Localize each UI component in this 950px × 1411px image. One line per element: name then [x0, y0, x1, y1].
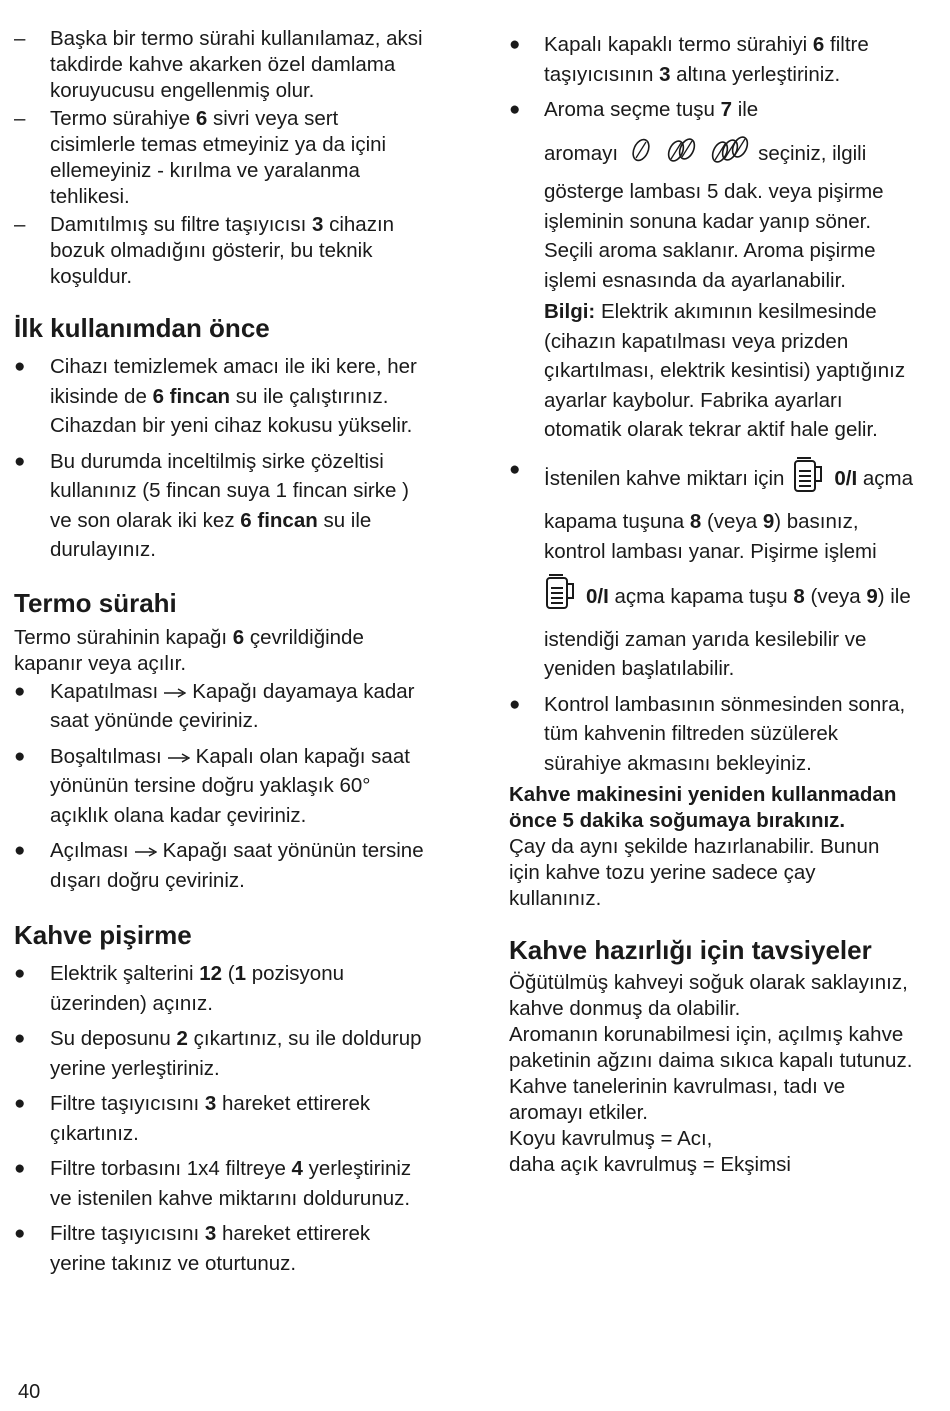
text-run: Boşaltılması	[50, 744, 162, 768]
bullet-mark: ●	[14, 840, 26, 861]
warning-item	[14, 26, 466, 104]
text-line: ayarlar kaybolur. Fabrika ayarları	[544, 388, 843, 412]
text-line: tehlikesi.	[50, 185, 130, 208]
text-run: çıkartınız, su ile doldurup	[187, 1027, 422, 1050]
text-line: yeniden başlatılabilir.	[544, 657, 735, 680]
list-item	[14, 1219, 466, 1278]
section-heading-tips: Kahve hazırlığı için tavsiyeler	[509, 935, 872, 965]
text-line: Termo sürahiye 6 sivri veya sert	[50, 107, 339, 130]
bold-term: 6	[195, 107, 208, 130]
text-line: ellemeyiniz - kırılma ve yaralanma	[50, 159, 360, 182]
text-run: Elektrik şalterini	[50, 962, 200, 985]
power-key-label: 0/I	[834, 467, 858, 490]
text-line: tüm kahvenin filtreden süzülerek	[544, 722, 838, 745]
bold-term: 4	[291, 1157, 303, 1180]
bullet-mark: ●	[14, 356, 26, 377]
bullet-mark: ●	[14, 680, 26, 702]
text-run: çevrildiğinde	[244, 625, 364, 649]
bold-term: 3	[312, 213, 324, 236]
text-line: Koyu kavrulmuş = Acı,	[509, 1127, 713, 1150]
list-item	[14, 1089, 466, 1148]
section-heading-brewing: Kahve pişirme	[14, 920, 192, 950]
dash-mark: –	[14, 213, 26, 236]
bold-term: 3	[204, 1092, 217, 1115]
text-run: aromayı	[544, 142, 619, 165]
bold-term: 9	[762, 510, 775, 533]
section-heading-first-use: İlk kullanımdan önce	[14, 313, 270, 343]
bullet-mark: ●	[14, 1158, 26, 1179]
text-run: ) basınız,	[774, 510, 859, 533]
text-line: Damıtılmış su filtre taşıyıcısı 3 cihazın	[50, 213, 395, 236]
text-line: işleminin sonuna kadar yanıp söner.	[544, 209, 872, 233]
list-item	[14, 352, 466, 441]
text-line: cisimlerle temas etmeyiniz ya da içini	[50, 133, 387, 156]
bullet-mark: ●	[509, 458, 521, 480]
text-line: kullanınız.	[509, 887, 602, 910]
text-line: bozuk olmadığını gösterir, bu teknik	[50, 239, 373, 262]
text-run: seçiniz, ilgili	[758, 142, 867, 165]
page-number: 40	[18, 1381, 41, 1403]
text-run: Termo sürahinin kapağı	[14, 625, 233, 649]
text-run: (	[222, 962, 235, 985]
text-run: hareket ettirerek	[216, 1092, 371, 1115]
text-run: su ile	[317, 508, 372, 532]
tips-text	[509, 970, 949, 1178]
bullet-mark: ●	[14, 1028, 26, 1049]
list-item	[14, 677, 466, 736]
list-item	[14, 1154, 466, 1213]
text-run: Filtre taşıyıcısını	[50, 1092, 205, 1115]
right-column	[509, 30, 949, 1178]
text-run: altına yerleştiriniz.	[670, 62, 841, 86]
text-run: filtre	[824, 33, 869, 56]
info-note	[544, 297, 949, 445]
list-item	[509, 455, 949, 684]
text-line: aromayı etkiler.	[509, 1101, 648, 1124]
list-item	[14, 742, 466, 831]
text-line: Öğütülmüş kahveyi soğuk olarak saklayınız,	[509, 971, 908, 994]
left-column	[14, 26, 466, 1284]
text-run: Filtre torbasını 1x4 filtreye	[50, 1157, 292, 1180]
bullet-mark: ●	[14, 450, 26, 472]
list-item	[509, 690, 949, 779]
bullet-mark: ●	[14, 1093, 26, 1114]
text-line: Kahve tanelerinin kavrulması, tadı ve	[509, 1075, 846, 1098]
dash-mark: –	[14, 27, 26, 50]
text-line: kullanınız (5 fincan suya 1 fincan sirke )	[50, 479, 409, 502]
cooldown-note	[509, 782, 949, 834]
bold-term: 12	[199, 962, 223, 985]
text-line: yönünün tersine doğru yaklaşık 60°	[50, 774, 371, 797]
text-line: paketinin ağzını daima sıkıca kapalı tutunuz.	[509, 1049, 913, 1072]
coffee-bean-icon	[710, 135, 752, 174]
text-line: çıkartılması, elektrik kesintisi) yaptığınız	[544, 359, 906, 382]
bold-term: 8	[689, 510, 702, 533]
text-line: sürahiye akmasını bekleyiniz.	[544, 751, 812, 775]
bold-term: 3	[659, 62, 671, 86]
text-line: Aromanın korunabilmesi için, açılmış kahve	[509, 1023, 904, 1046]
text-line: dışarı doğru çeviriniz.	[50, 868, 245, 892]
list-item	[509, 95, 949, 445]
coffee-jug-icon	[792, 455, 828, 504]
bullet-mark: ●	[14, 745, 26, 767]
bold-term: 7	[720, 98, 732, 121]
thermo-intro	[14, 625, 466, 677]
coffee-bean-icon	[666, 136, 698, 173]
bold-term: 1	[234, 962, 246, 985]
bold-term: 6 fincan	[152, 384, 231, 408]
text-line: Cihazı temizlemek amacı ile iki kere, her	[50, 355, 417, 378]
text-line: için kahve tozu yerine sadece çay	[509, 861, 816, 884]
bold-term: 3	[204, 1222, 217, 1245]
text-line: yerine yerleştiriniz.	[50, 1056, 220, 1080]
text-line: Kontrol lambasının sönmesinden sonra,	[544, 692, 906, 716]
text-run: İstenilen kahve miktarı için	[544, 467, 785, 490]
text-line: kahve donmuş da olabilir.	[509, 997, 741, 1020]
tea-note	[509, 834, 949, 912]
text-run: pozisyonu	[246, 962, 345, 985]
bold-term: 6	[812, 33, 825, 56]
text-run: ile	[732, 98, 759, 121]
bold-term: 9	[866, 584, 878, 608]
text-line: yerine takınız ve oturtunuz.	[50, 1251, 297, 1275]
text-line: üzerinden) açınız.	[50, 991, 213, 1015]
list-item	[14, 836, 466, 895]
text-line: durulayınız.	[50, 538, 156, 561]
text-line: açıklık olana kadar çeviriniz.	[50, 803, 307, 827]
text-line: saat yönünde çeviriniz.	[50, 709, 259, 732]
text-line: Seçili aroma saklanır. Aroma pişirme	[544, 239, 876, 262]
list-item	[509, 30, 949, 89]
power-key-label: 0/I	[586, 584, 609, 608]
text-run: Elektrik akımının kesilmesinde	[595, 300, 877, 323]
text-line: çıkartınız.	[50, 1121, 139, 1145]
text-run: Filtre taşıyıcısını	[50, 1222, 205, 1245]
text-run: ikisinde de	[50, 384, 153, 408]
text-run: (veya	[804, 584, 867, 608]
text-line: kontrol lambası yanar. Pişirme işlemi	[544, 539, 877, 563]
arrow-right-icon	[168, 742, 190, 772]
bullet-mark: ●	[14, 963, 26, 984]
text-run: hareket ettirerek	[216, 1222, 371, 1245]
text-line: Kahve makinesini yeniden kullanmadan	[509, 783, 897, 806]
text-line: (cihazın kapatılması veya prizden	[544, 329, 849, 353]
text-line: Başka bir termo sürahi kullanılamaz, aksi	[50, 27, 423, 50]
text-run: ve son olarak iki kez	[50, 508, 241, 532]
text-run: Kapalı kapaklı termo sürahiyi	[544, 33, 813, 56]
text-line: Cihazdan bir yeni cihaz kokusu yükselir.	[50, 414, 413, 437]
section-heading-thermo-jug: Termo sürahi	[14, 587, 177, 618]
text-run: taşıyıcısının	[544, 62, 660, 86]
text-run: açma	[857, 467, 914, 490]
bold-term: 2	[176, 1027, 188, 1050]
list-item	[14, 447, 466, 565]
coffee-bean-icon	[630, 136, 652, 173]
dash-mark: –	[14, 107, 26, 130]
arrow-right-icon	[164, 677, 186, 707]
text-line: ve istenilen kahve miktarını doldurunuz.	[50, 1186, 411, 1210]
text-run: su ile çalıştırınız.	[230, 384, 389, 408]
text-run: Su deposunu	[50, 1027, 177, 1050]
text-line: Çay da aynı şekilde hazırlanabilir. Bunun	[509, 835, 880, 858]
text-line: daha açık kavrulmuş = Ekşimsi	[509, 1153, 791, 1176]
arrow-right-icon	[135, 836, 157, 866]
text-line: istendiği zaman yarıda kesilebilir ve	[544, 627, 867, 651]
text-line: koruyucusu engellenmiş olur.	[50, 79, 315, 102]
warning-item	[14, 106, 466, 210]
aroma-row	[544, 135, 949, 174]
text-run: Kapalı olan kapağı saat	[195, 744, 410, 768]
bold-term: 8	[793, 584, 805, 608]
bold-term: 6 fincan	[240, 508, 318, 532]
list-item	[14, 959, 466, 1018]
text-run: Açılması	[50, 839, 129, 862]
bullet-mark: ●	[14, 1223, 26, 1244]
text-line: kapanır veya açılır.	[14, 651, 187, 675]
text-run: yerleştiriniz	[302, 1157, 412, 1180]
bullet-mark: ●	[509, 99, 521, 120]
coffee-jug-icon	[544, 572, 580, 621]
text-line: takdirde kahve akarken özel damlama	[50, 53, 396, 76]
text-run: açma kapama tuşu	[608, 584, 794, 608]
text-run: Kapatılması	[50, 679, 159, 703]
text-run: Kapağı dayamaya kadar	[192, 679, 415, 703]
list-item	[14, 1024, 466, 1083]
bullet-mark: ●	[509, 693, 521, 715]
warning-item	[14, 212, 466, 290]
bullet-mark: ●	[509, 34, 521, 55]
text-run: Kapağı saat yönünün tersine	[162, 839, 424, 862]
text-run: kapama tuşuna	[544, 510, 690, 533]
text-line: işlemi esnasında da ayarlanabilir.	[544, 268, 846, 292]
text-run: ) ile	[877, 584, 911, 608]
info-label: Bilgi:	[544, 300, 596, 323]
text-line: gösterge lambası 5 dak. veya pişirme	[544, 180, 884, 203]
text-line: Bu durumda inceltilmiş sirke çözeltisi	[50, 449, 384, 473]
text-line: önce 5 dakika soğumaya bırakınız.	[509, 809, 846, 832]
text-run: Aroma seçme tuşu	[544, 98, 721, 121]
text-line: koşuldur.	[50, 265, 133, 288]
bold-term: 6	[232, 625, 245, 649]
text-line: otomatik olarak tekrar aktif hale gelir.	[544, 418, 878, 441]
text-run: (veya	[701, 510, 763, 533]
